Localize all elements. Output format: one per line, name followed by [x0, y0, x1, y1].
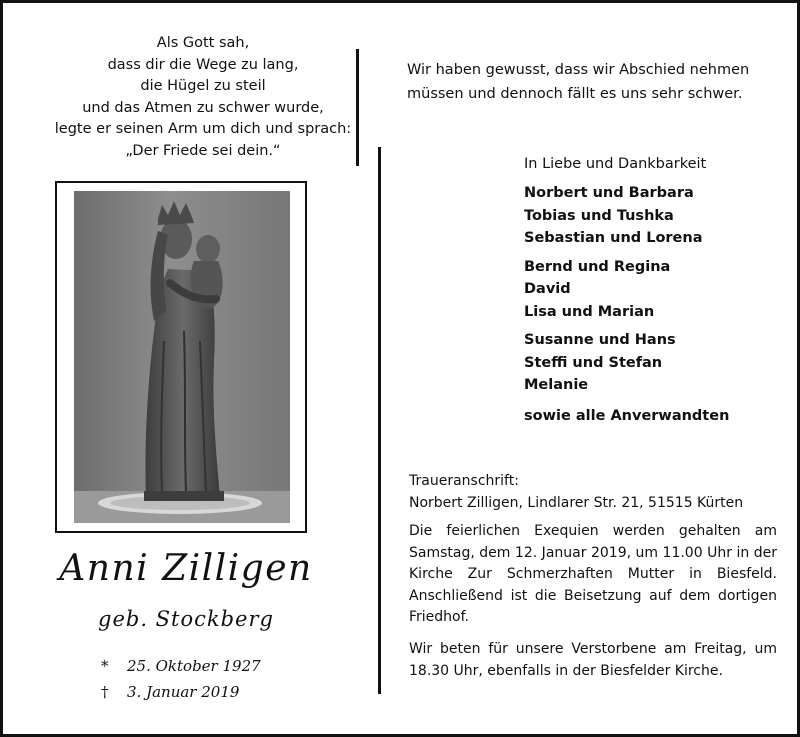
birth-star-icon: *	[101, 657, 109, 675]
family-group	[524, 256, 729, 324]
life-dates	[101, 653, 261, 705]
family-member: Lisa und Marian	[524, 303, 655, 320]
family-member: Susanne und Hans	[524, 332, 676, 348]
family-group	[524, 329, 729, 397]
family-intro: In Liebe und Dankbarkeit	[524, 156, 707, 172]
address-value: Norbert Zilligen, Lindlarer Str. 21, 51515 Kürten	[409, 495, 744, 511]
family-closing: sowie alle Anverwandten	[524, 407, 730, 424]
divider-line-main	[378, 147, 381, 694]
poem-line: und das Atmen zu schwer wurde,	[82, 99, 324, 116]
madonna-statue-photo	[74, 191, 290, 523]
poem-line: die Hügel zu steil	[140, 78, 266, 94]
farewell-quote	[407, 58, 749, 106]
mourning-address	[409, 470, 743, 514]
poem-line: legte er seinen Arm um dich und sprach:	[54, 121, 352, 137]
family-group	[524, 182, 729, 250]
family-member: Sebastian und Lorena	[524, 230, 703, 246]
poem-line: „Der Friede sei dein.“	[125, 142, 281, 159]
birth-date: 25. Oktober 1927	[127, 657, 261, 675]
death-date-row	[101, 679, 261, 705]
divider-line-top	[356, 49, 359, 166]
family-member: Melanie	[524, 377, 589, 393]
funeral-service-text: Die feierlichen Exequien werden gehalten am Samstag, dem 12. Januar 2019, um 11.00 Uhr in der Kirche Zur Schmerzhaften Mutter in Biesfeld. Anschließend ist die Beisetzung auf dem dortigen Friedhof.	[409, 523, 777, 625]
family-member: Tobias und Tushka	[524, 207, 674, 224]
death-cross-icon: †	[101, 683, 109, 701]
quote-line: Wir haben gewusst, dass wir Abschied nehmen	[407, 62, 750, 78]
family-member: David	[524, 281, 571, 297]
address-label: Traueranschrift:	[409, 473, 519, 489]
birth-date-row	[101, 653, 261, 679]
photo-frame	[55, 181, 307, 533]
family-list	[524, 152, 729, 428]
family-member: Norbert und Barbara	[524, 185, 694, 201]
poem-line: dass dir die Wege zu lang,	[107, 56, 299, 73]
quote-line: müssen und dennoch fällt es uns sehr schwer.	[407, 86, 743, 102]
family-member: Bernd und Regina	[524, 258, 671, 275]
poem	[33, 33, 373, 162]
birth-name: geb. Stockberg	[98, 607, 274, 631]
deceased-name: Anni Zilligen	[59, 548, 313, 589]
poem-line: Als Gott sah,	[156, 35, 250, 51]
death-date: 3. Januar 2019	[127, 683, 240, 701]
family-member: Steffi und Stefan	[524, 354, 663, 371]
prayer-service-text: Wir beten für unsere Verstorbene am Freitag, um 18.30 Uhr, ebenfalls in der Biesfelder Kirche.	[409, 641, 777, 679]
